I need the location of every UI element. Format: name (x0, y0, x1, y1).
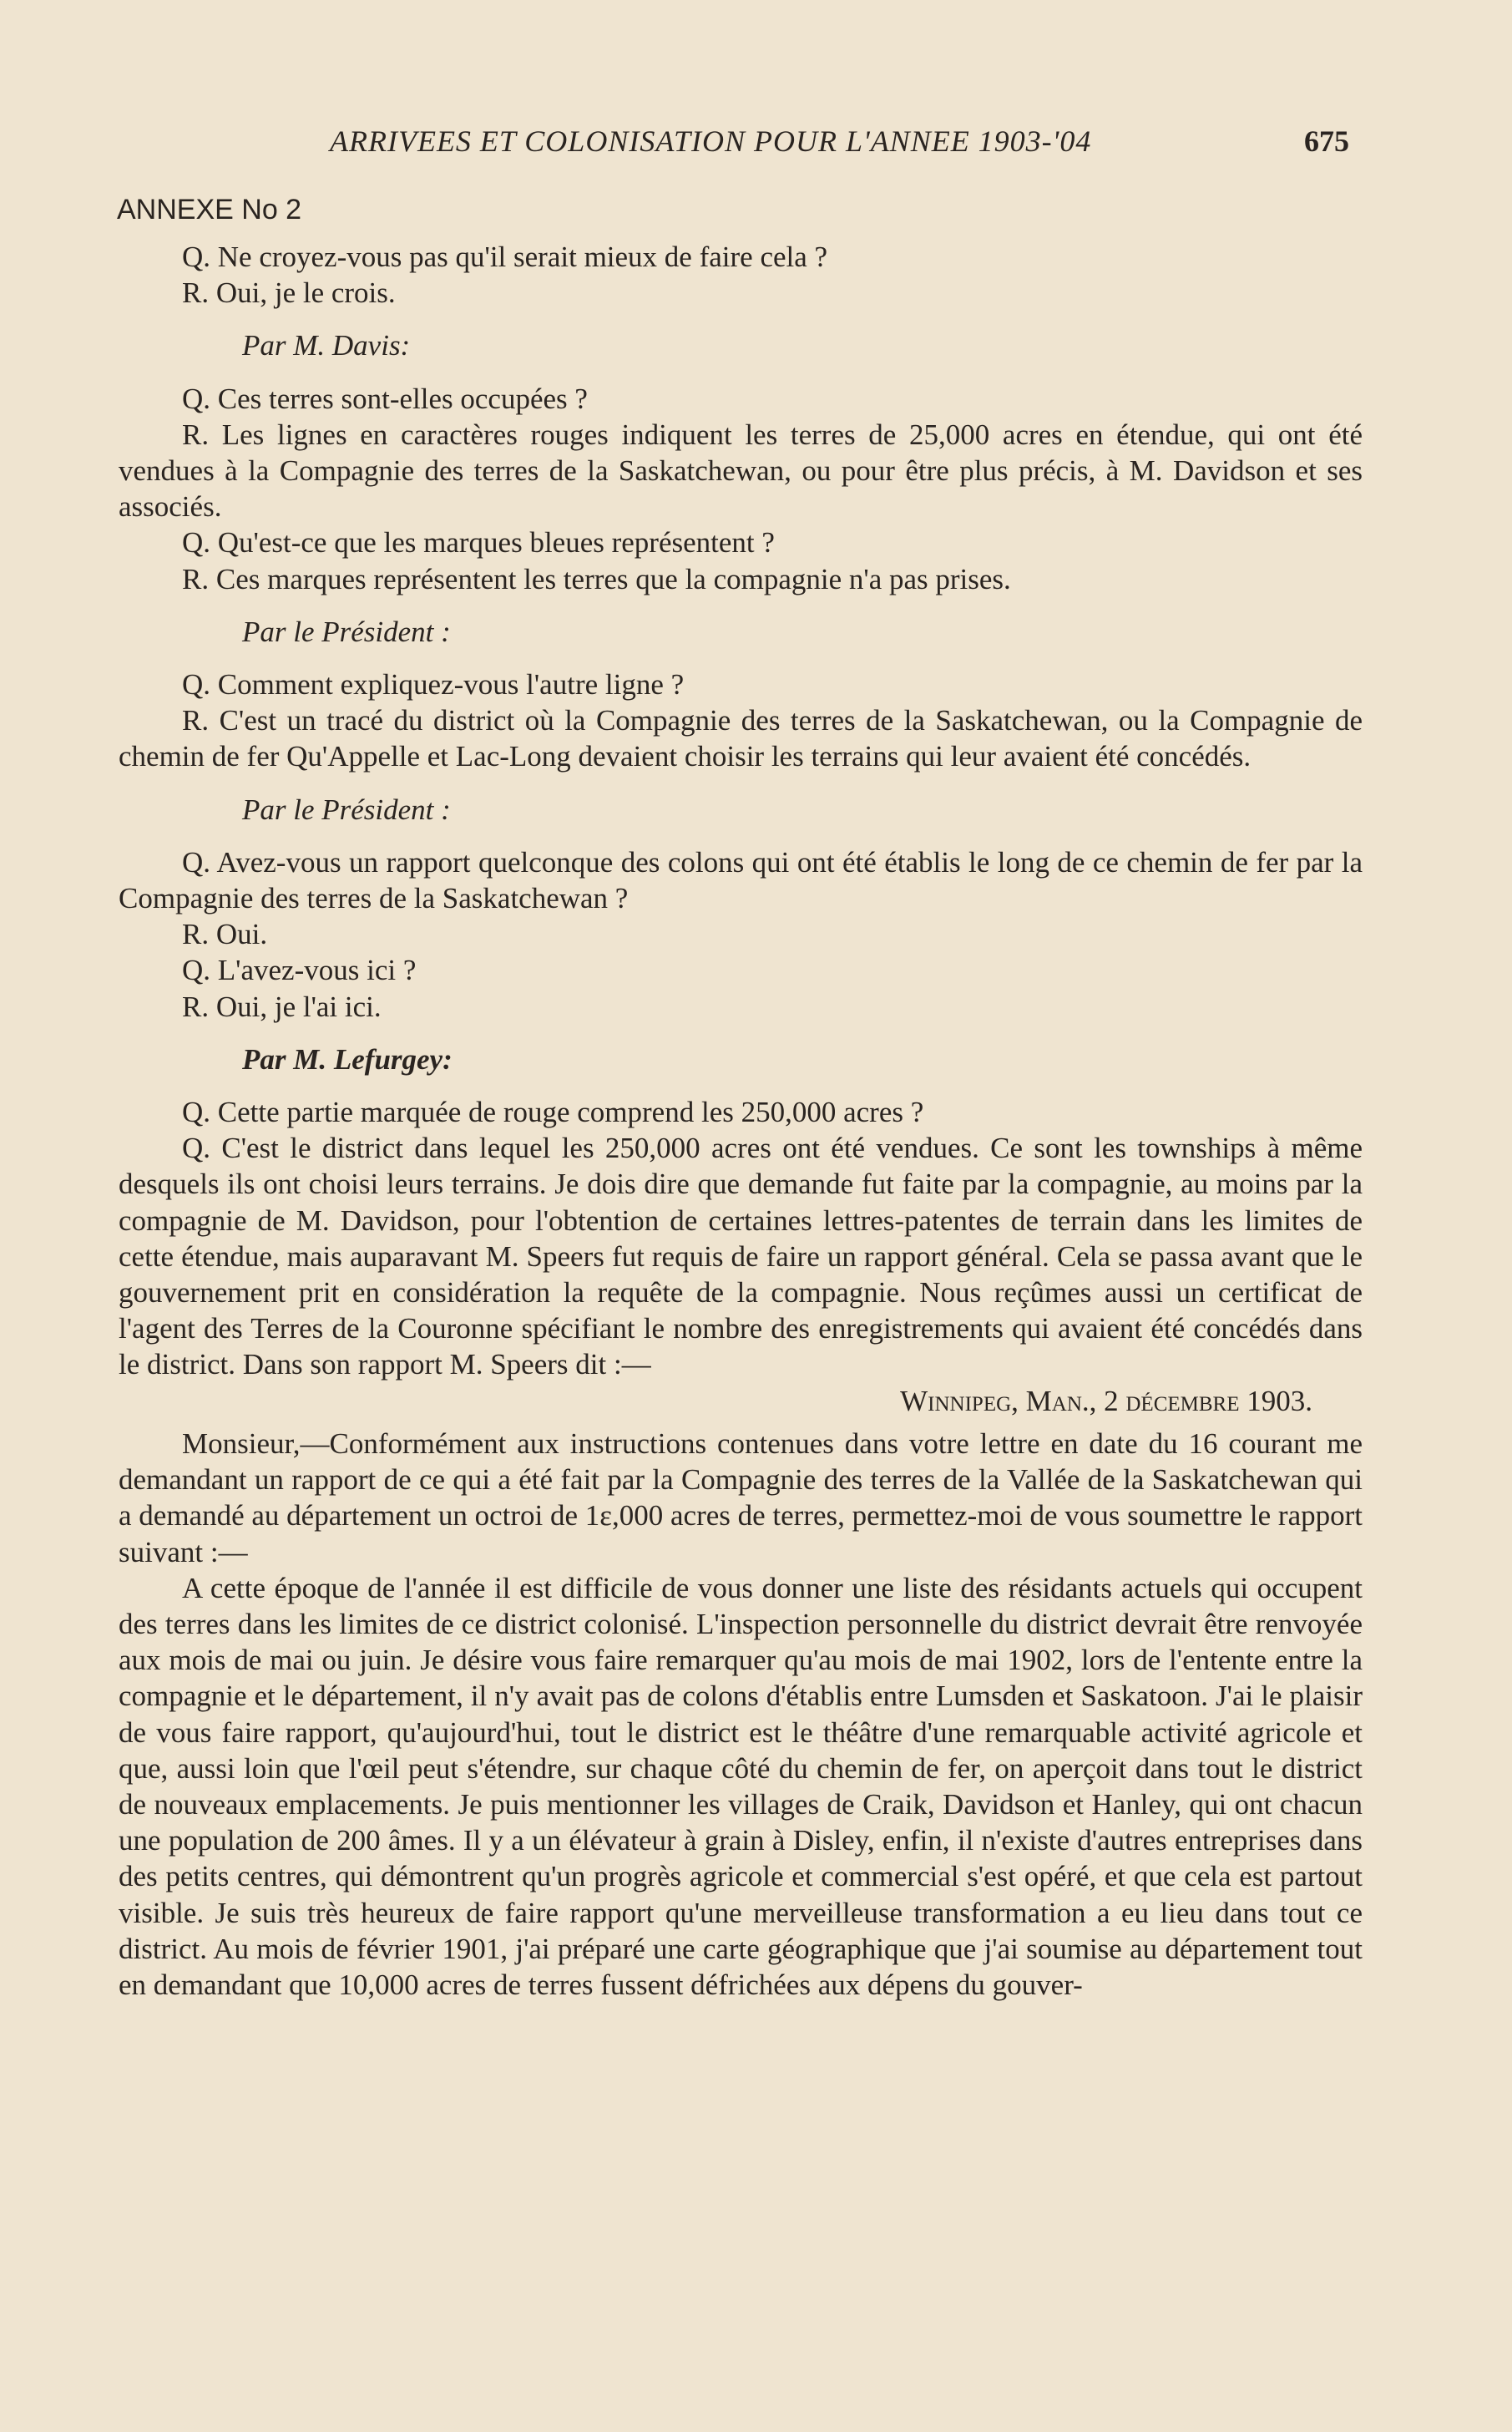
paragraph: Q. Cette partie marquée de rouge comprend les 250,000 acres ? (182, 1096, 924, 1129)
paragraph: Q. Ne croyez-vous pas qu'il serait mieux de faire cela ? (182, 241, 828, 273)
speaker-heading: Par le Président : (242, 793, 451, 826)
document-body (119, 239, 1363, 2003)
page-number: 675 (1304, 124, 1349, 158)
speaker-heading: Par le Président : (242, 615, 451, 648)
paragraph: R. Oui, je l'ai ici. (182, 990, 382, 1023)
paragraph: Q. L'avez-vous ici ? (182, 954, 417, 987)
paragraph: Q. Qu'est-ce que les marques bleues représentent ? (182, 526, 775, 560)
paragraph: Q. Ces terres sont-elles occupées ? (182, 382, 588, 415)
paragraph: Q. Avez-vous un rapport quelconque des colons qui ont été établis le long de ce chemin de fer par la Compagnie des terres de la Saskatchewan ? (119, 845, 1363, 915)
paragraph: R. Oui, je le crois. (182, 276, 396, 310)
paragraph: R. Les lignes en caractères rouges indiquent les terres de 25,000 acres en étendue, qui ont été vendues à la Compagnie des terres de la Saskatchewan, ou pour être plus précis, à M. Davidson et ses associés. (119, 418, 1363, 524)
letter-paragraph: A cette époque de l'année il est difficile de vous donner une liste des résidants actuels qui occupent des terres dans les limites de ce district colonisé. L'inspection personnelle du district devrait être renvoyée aux mois de mai ou juin. Je désire vous faire remarquer qu'au mois de mai 1902, lors de l'entente entre la compagnie et le département, il n'y avait pas de colons d'établis entre Lumsden et Saskatoon. J'ai le plaisir de vous faire rapport, qu'aujourd'hui, tout le district est le théâtre d'une remarquable activité agricole et que, aussi loin que l'œil peut s'étendre, sur chaque côté du chemin de fer, on aperçoit dans tout le district de nouveaux emplacements. Je puis mentionner les villages de Craik, Davidson et Hanley, qui ont chacun une population de 200 âmes. Il y a un élévateur à grain à Disley, enfin, il n'existe d'autres entreprises dans des petits centres, qui démontrent qu'un progrès agricole et commercial s'est opéré, et que cela est partout visible. Je suis très heureux de faire rapport qu'une merveilleuse transformation a eu lieu dans tout ce district. Au mois de février 1901, j'ai préparé une carte géographique que j'ai soumise au département tout en demandant que 10,000 acres de terres fussent défrichées aux dépens du gouver- (119, 1571, 1363, 2001)
paragraph: R. Oui. (182, 918, 268, 951)
speaker-heading: Par M. Davis: (242, 329, 411, 362)
running-title: ARRIVEES ET COLONISATION POUR L'ANNEE 1903-'04 (330, 124, 1092, 158)
paragraph: R. Ces marques représentent les terres que la compagnie n'a pas prises. (182, 562, 1011, 595)
paragraph: Q. Comment expliquez-vous l'autre ligne ? (182, 668, 685, 702)
speaker-heading: Par M. Lefurgey: (242, 1042, 453, 1076)
letter-dateline: Winnipeg, Man., 2 décembre 1903. (900, 1384, 1312, 1417)
letter-paragraph: Monsieur,—Conformément aux instructions contenues dans votre lettre en date du 16 courant me demandant un rapport de ce qui a été fait par la Compagnie des terres de la Vallée de la Saskatchewan qui a demandé au département un octroi de 1ε,000 acres de terres, permettez-moi de vous soumettre le rapport suivant :— (119, 1426, 1363, 1568)
annex-label: ANNEXE No 2 (117, 194, 302, 225)
paragraph: Q. C'est le district dans lequel les 250,000 acres ont été vendues. Ce sont les townships à même desquels ils ont choisi leurs terrains. Je dois dire que demande fut faite par la compagnie, au moins par la compagnie de M. Davidson, pour l'obtention de certaines lettres-patentes de terrain dans les limites de cette étendue, mais auparavant M. Speers fut requis de faire un rapport général. Cela se passa avant que le gouvernement prit en considération la requête de la compagnie. Nous reçûmes aussi un certificat de l'agent des Terres de la Couronne spécifiant le nombre des enregistrements qui avaient été concédés dans le district. Dans son rapport M. Speers dit :— (119, 1132, 1363, 1381)
paragraph: R. C'est un tracé du district où la Compagnie des terres de la Saskatchewan, ou la Compagnie de chemin de fer Qu'Appelle et Lac-Long devaient choisir les terrains qui leur avaient été concédés. (119, 704, 1363, 773)
